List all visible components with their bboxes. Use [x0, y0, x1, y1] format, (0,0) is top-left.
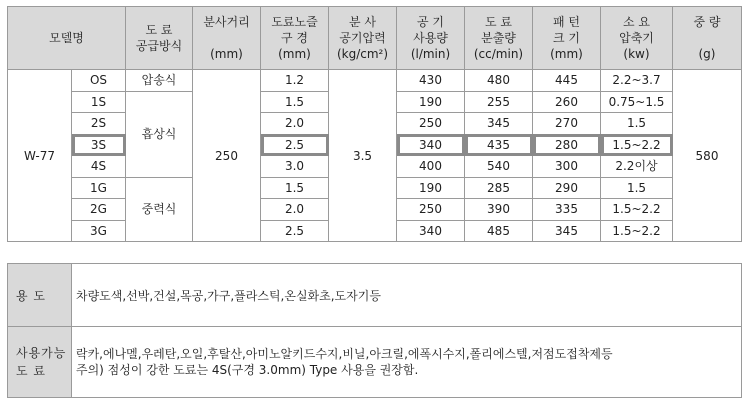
pressure-cell: 3.5 [329, 70, 397, 242]
kw-cell: 0.75~1.5 [601, 91, 673, 113]
air-cell: 340 [397, 134, 465, 156]
paint-cell: 480 [465, 70, 533, 92]
nozzle-cell: 1.5 [261, 91, 329, 113]
paint-caution: 주의) 점성이 강한 도료는 4S(구경 3.0mm) Type 사용을 권장함. [76, 363, 419, 377]
pattern-cell: 300 [533, 156, 601, 178]
usage-row [8, 264, 742, 327]
paint-cell: 255 [465, 91, 533, 113]
paint-list: 락카,에나멜,우레탄,오일,후탈산,아미노알키드수지,비닐,아크릴,에폭시수지,폴리에스텔,저점도접착제등 [76, 347, 613, 361]
kw-cell: 1.5~2.2 [601, 220, 673, 242]
kw-cell: 1.5 [601, 113, 673, 135]
air-cell: 250 [397, 199, 465, 221]
spec-table [7, 6, 742, 242]
type-cell: 2G [72, 199, 126, 221]
paint-text [72, 327, 742, 398]
type-cell: 4S [72, 156, 126, 178]
pattern-cell: 445 [533, 70, 601, 92]
header-paint: 도 료 분출량 (cc/min) [465, 7, 533, 70]
paint-cell: 345 [465, 113, 533, 135]
nozzle-cell: 1.5 [261, 177, 329, 199]
table-row [8, 70, 742, 92]
air-cell: 190 [397, 91, 465, 113]
type-cell: OS [72, 70, 126, 92]
air-cell: 400 [397, 156, 465, 178]
air-cell: 340 [397, 220, 465, 242]
distance-cell: 250 [193, 70, 261, 242]
usage-text: 차량도색,선박,건설,목공,가구,플라스틱,온실화초,도자기등 [72, 264, 742, 327]
header-supply: 도 료 공급방식 [126, 7, 193, 70]
header-pattern: 패 턴 크 기 (mm) [533, 7, 601, 70]
paint-cell: 435 [465, 134, 533, 156]
supply-cell: 압송식 [126, 70, 193, 92]
type-cell: 1G [72, 177, 126, 199]
nozzle-cell: 1.2 [261, 70, 329, 92]
header-model: 모델명 [8, 7, 126, 70]
pattern-cell: 290 [533, 177, 601, 199]
paint-cell: 485 [465, 220, 533, 242]
pattern-cell: 280 [533, 134, 601, 156]
usage-label: 용 도 [8, 264, 72, 327]
notes-table [7, 263, 742, 398]
paint-cell: 285 [465, 177, 533, 199]
nozzle-cell: 2.5 [261, 220, 329, 242]
air-cell: 250 [397, 113, 465, 135]
nozzle-cell: 2.0 [261, 199, 329, 221]
pattern-cell: 345 [533, 220, 601, 242]
paint-cell: 390 [465, 199, 533, 221]
nozzle-cell: 3.0 [261, 156, 329, 178]
header-air: 공 기 사용량 (l/min) [397, 7, 465, 70]
air-cell: 430 [397, 70, 465, 92]
header-weight: 중 량 (g) [673, 7, 742, 70]
header-pressure: 분 사 공기압력 (kg/cm²) [329, 7, 397, 70]
type-cell: 3S [72, 134, 126, 156]
header-nozzle: 도료노즐 구 경 (mm) [261, 7, 329, 70]
pattern-cell: 270 [533, 113, 601, 135]
header-distance: 분사거리 (mm) [193, 7, 261, 70]
pattern-cell: 335 [533, 199, 601, 221]
nozzle-cell: 2.5 [261, 134, 329, 156]
kw-cell: 1.5~2.2 [601, 134, 673, 156]
type-cell: 1S [72, 91, 126, 113]
kw-cell: 1.5~2.2 [601, 199, 673, 221]
paint-cell: 540 [465, 156, 533, 178]
header-row [8, 7, 742, 70]
model-name-cell: W-77 [8, 70, 72, 242]
supply-cell: 중력식 [126, 177, 193, 242]
nozzle-cell: 2.0 [261, 113, 329, 135]
weight-cell: 580 [673, 70, 742, 242]
type-cell: 2S [72, 113, 126, 135]
kw-cell: 1.5 [601, 177, 673, 199]
kw-cell: 2.2~3.7 [601, 70, 673, 92]
kw-cell: 2.2이상 [601, 156, 673, 178]
paint-label: 사용가능 도 료 [8, 327, 72, 398]
type-cell: 3G [72, 220, 126, 242]
pattern-cell: 260 [533, 91, 601, 113]
air-cell: 190 [397, 177, 465, 199]
paint-row [8, 327, 742, 398]
header-compressor: 소 요 압축기 (kw) [601, 7, 673, 70]
supply-cell: 흡상식 [126, 91, 193, 177]
